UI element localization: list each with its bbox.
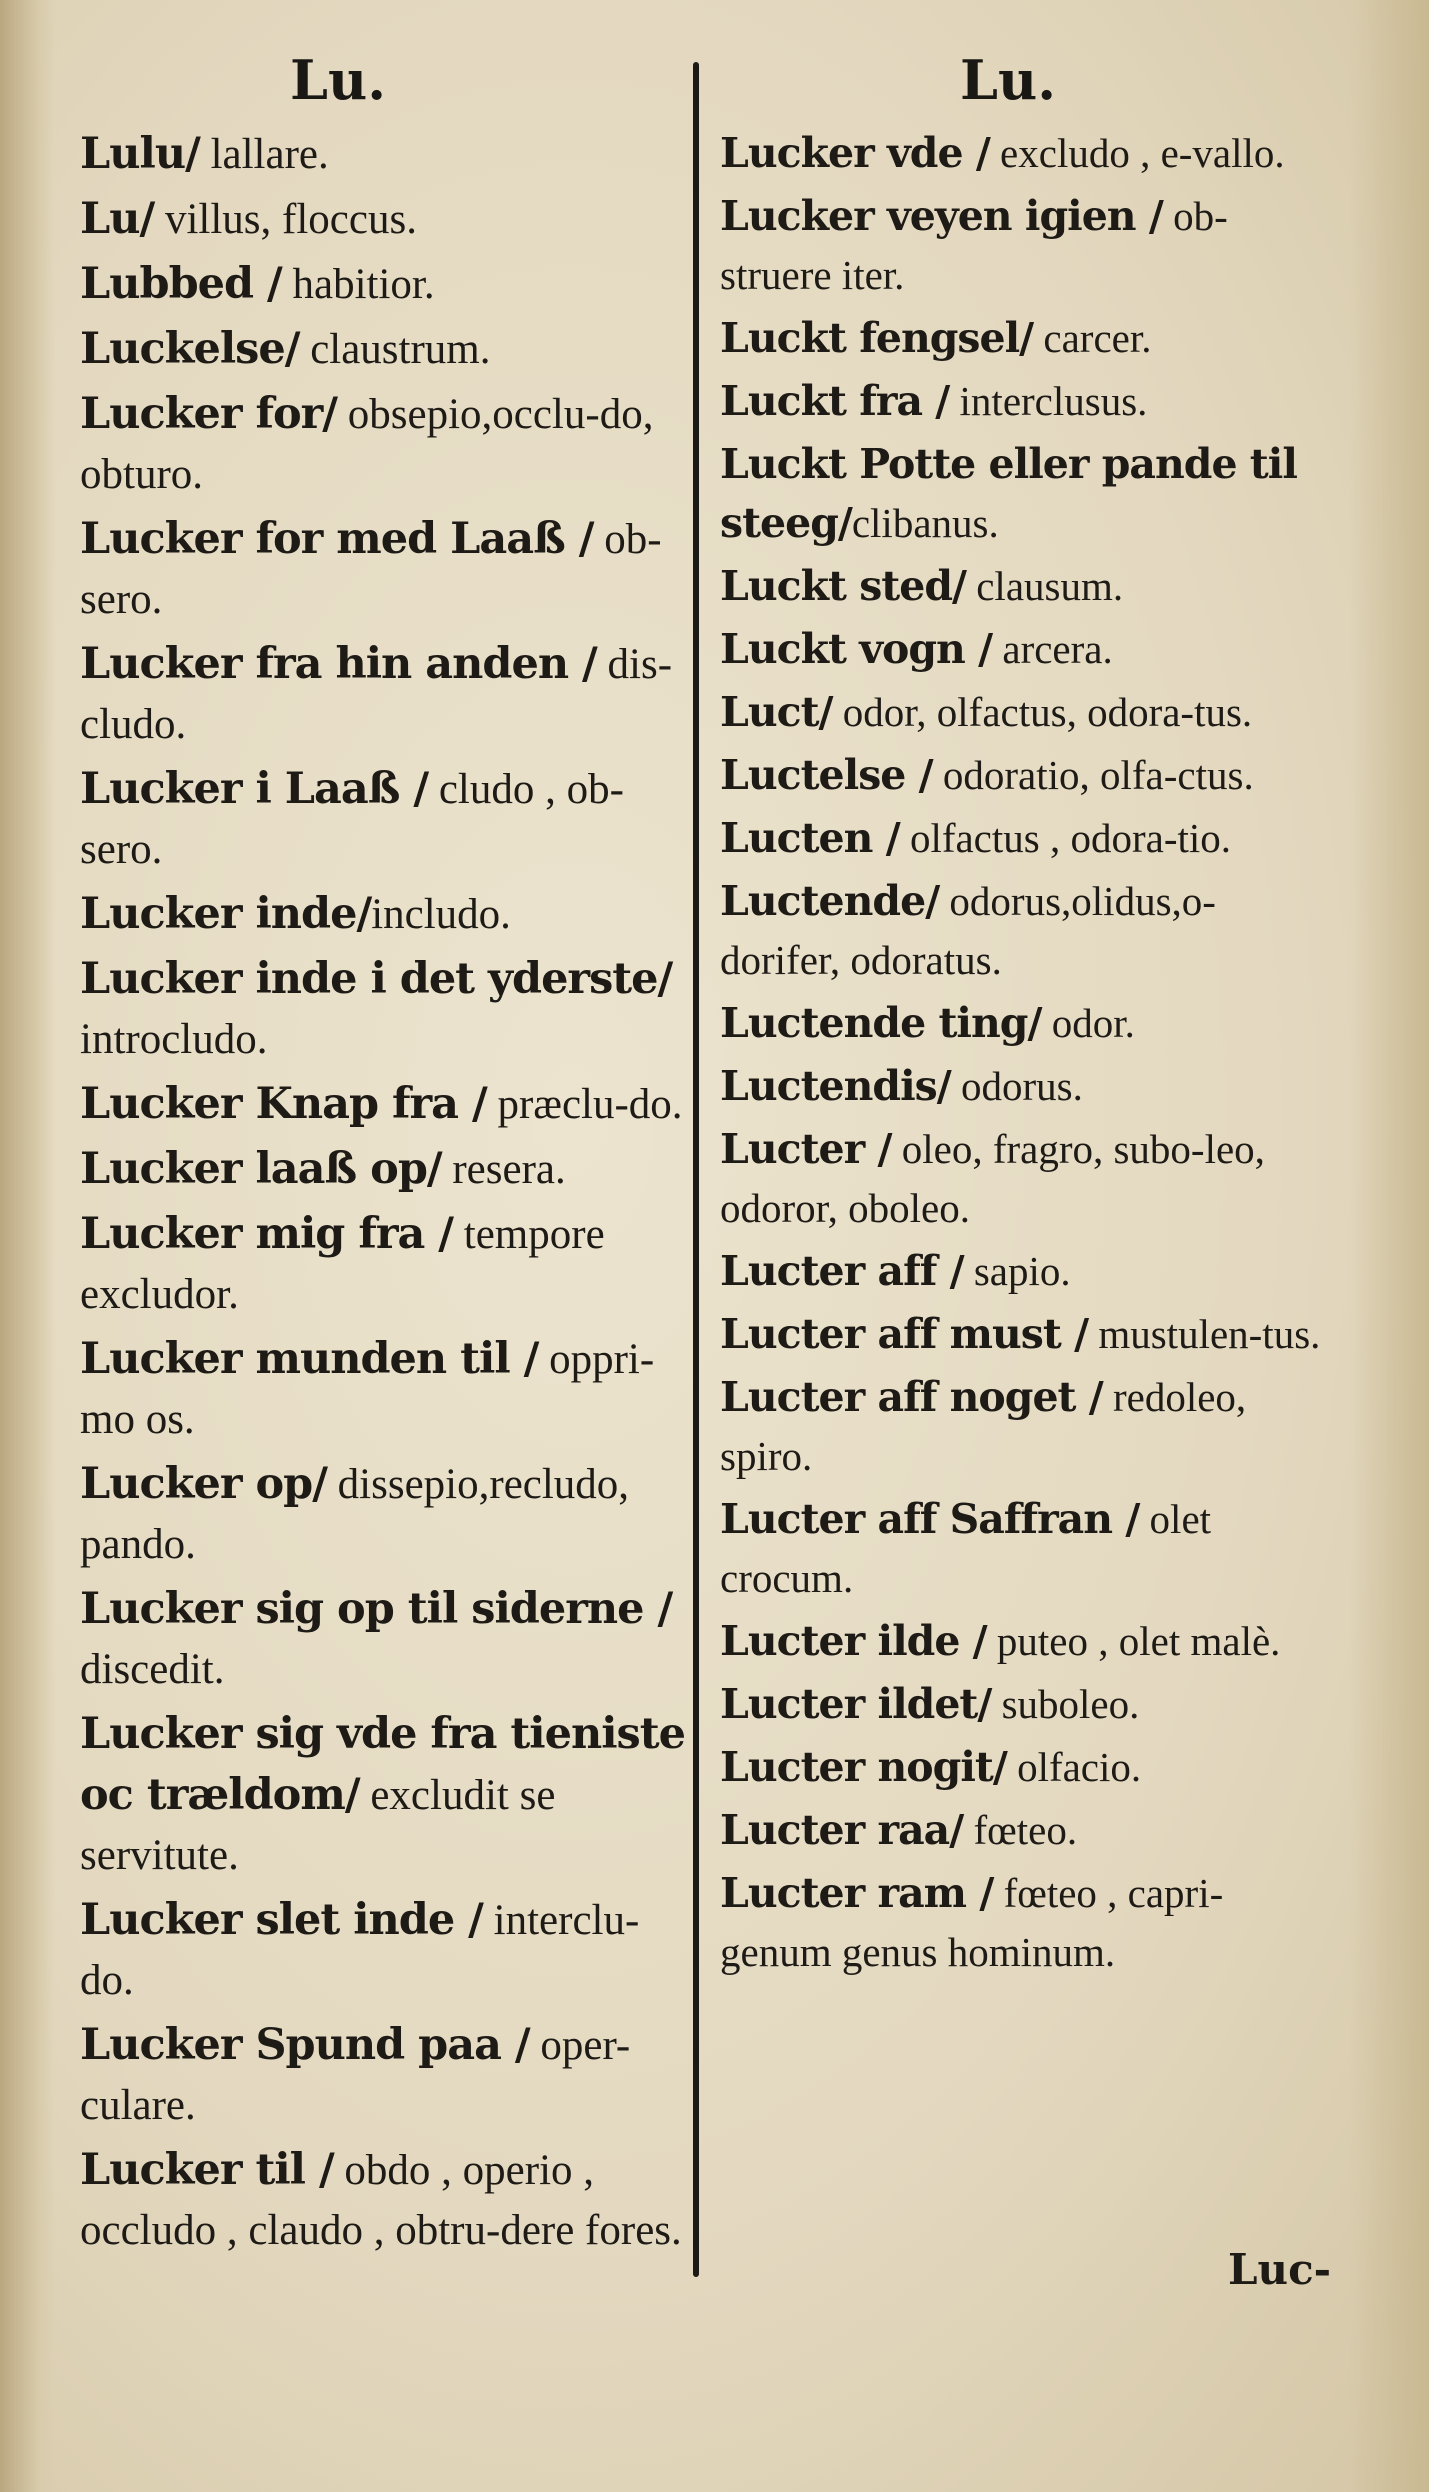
entry-headword: Luckt fra /: [720, 377, 950, 425]
left-entry-list: [80, 124, 685, 2261]
dictionary-entry: [720, 1057, 1332, 1116]
dictionary-entry: [720, 1675, 1332, 1734]
dictionary-entry: [80, 634, 685, 755]
entry-headword: Lucker Spund paa /: [80, 2020, 530, 2070]
entry-headword: Lucker mig fra /: [80, 1209, 454, 1259]
entry-gloss: olfactus , odora-tio.: [899, 815, 1232, 861]
dictionary-entry: [80, 509, 685, 630]
entry-headword: Lucter ram /: [720, 1869, 994, 1917]
entry-gloss: excludo , e-vallo.: [989, 130, 1285, 176]
entry-gloss: lallare.: [199, 131, 329, 178]
right-entry-list: [720, 124, 1332, 1982]
entry-headword: Lucker sig op til siderne /: [80, 1584, 673, 1634]
entry-gloss: introcludo.: [80, 1016, 268, 1063]
entry-headword: Luckt sted/: [720, 562, 966, 610]
entry-gloss: odorus,olidus,o-dorifer, odoratus.: [720, 878, 1216, 983]
dictionary-entry: [720, 872, 1332, 990]
entry-headword: Luctendis/: [720, 1062, 951, 1110]
dictionary-entry: [720, 557, 1332, 616]
dictionary-entry: [720, 1120, 1332, 1238]
dictionary-entry: [720, 994, 1332, 1053]
dictionary-entry: [80, 384, 685, 505]
entry-headword: Lucter aff /: [720, 1247, 964, 1295]
entry-gloss: resera.: [441, 1146, 566, 1193]
dictionary-entry: [720, 746, 1332, 805]
left-column: [80, 40, 685, 2265]
entry-headword: Lubbed /: [80, 259, 282, 309]
right-running-head: Lu.: [960, 48, 1057, 112]
entry-gloss: odor, olfactus, odora-tus.: [832, 689, 1253, 735]
entry-gloss: fœteo , capri-genum genus hominum.: [720, 1870, 1224, 1975]
entry-headword: Lucker for med Laaß /: [80, 514, 594, 564]
dictionary-entry: [720, 809, 1332, 868]
entry-gloss: dissepio,recludo, pando.: [80, 1461, 630, 1568]
entry-gloss: oleo, fragro, subo-leo, odoror, oboleo.: [720, 1126, 1265, 1231]
dictionary-entry: [80, 1204, 685, 1325]
dictionary-entry: [80, 254, 685, 315]
dictionary-entry: [80, 2015, 685, 2136]
entry-headword: Lucter ildet/: [720, 1680, 992, 1728]
entry-gloss: præclu-do.: [486, 1081, 683, 1128]
entry-gloss: odorus.: [950, 1063, 1083, 1109]
entry-gloss: obdo , operio , occludo , claudo , obtru-dere fores.: [80, 2147, 682, 2254]
dictionary-entry: [720, 1738, 1332, 1797]
dictionary-entry: [720, 372, 1332, 431]
entry-gloss: clausum.: [965, 563, 1124, 609]
dictionary-entry: [720, 620, 1332, 679]
entry-gloss: suboleo.: [991, 1681, 1140, 1727]
dictionary-entry: [720, 1612, 1332, 1671]
entry-gloss: cludo , ob-sero.: [80, 766, 624, 873]
entry-headword: Luctende/: [720, 877, 940, 925]
dictionary-entry: [720, 1864, 1332, 1982]
entry-gloss: carcer.: [1033, 315, 1152, 361]
dictionary-entry: [80, 1454, 685, 1575]
entry-headword: Luctelse /: [720, 751, 933, 799]
entry-gloss: claustrum.: [299, 326, 491, 373]
entry-headword: Luckt vogn /: [720, 625, 993, 673]
dictionary-entry: [80, 319, 685, 380]
entry-gloss: olet crocum.: [720, 1496, 1212, 1601]
entry-headword: Lucker slet inde /: [80, 1895, 483, 1945]
left-running-head: Lu.: [290, 48, 387, 112]
dictionary-entry: [720, 1305, 1332, 1364]
entry-gloss: fœteo.: [963, 1807, 1078, 1853]
dictionary-entry: [80, 1704, 685, 1886]
entry-headword: Lucker Knap fra /: [80, 1079, 487, 1129]
entry-headword: Lucter /: [720, 1125, 892, 1173]
dictionary-entry: [80, 2140, 685, 2261]
entry-headword: Luckelse/: [80, 324, 300, 374]
dictionary-entry: [80, 759, 685, 880]
dictionary-entry: [720, 1368, 1332, 1486]
entry-headword: Lucker munden til /: [80, 1334, 539, 1384]
dictionary-entry: [720, 435, 1332, 553]
dictionary-entry: [80, 124, 685, 185]
entry-headword: Lucter aff noget /: [720, 1373, 1103, 1421]
entry-gloss: odor.: [1041, 1000, 1135, 1046]
entry-headword: Lucker op/: [80, 1459, 327, 1509]
entry-gloss: redoleo, spiro.: [720, 1374, 1247, 1479]
catchword: Luc-: [1228, 2245, 1332, 2294]
dictionary-entry: [720, 309, 1332, 368]
entry-gloss: villus, floccus.: [154, 196, 417, 243]
entry-gloss: excludit se servitute.: [80, 1772, 556, 1879]
entry-gloss: puteo , olet malè.: [986, 1618, 1281, 1664]
right-column: [720, 40, 1332, 1986]
entry-headword: Lucker laaß op/: [80, 1144, 442, 1194]
entry-headword: Lucker inde i det yderste/: [80, 954, 673, 1004]
entry-headword: Lucter raa/: [720, 1806, 964, 1854]
entry-headword: Lucter ilde /: [720, 1617, 987, 1665]
entry-gloss: interclu-do.: [80, 1897, 640, 2004]
entry-gloss: arcera.: [992, 626, 1113, 672]
entry-gloss: dis-cludo.: [80, 641, 673, 748]
entry-gloss: interclusus.: [949, 378, 1148, 424]
entry-gloss: ob-struere iter.: [720, 193, 1228, 298]
entry-headword: Lucker i Laaß /: [80, 764, 429, 814]
dictionary-entry: [80, 949, 685, 1070]
entry-headword: Lucker inde/: [80, 889, 372, 939]
dictionary-entry: [80, 189, 685, 250]
page-shadow-right: [1349, 0, 1429, 2492]
entry-headword: Lucker til /: [80, 2145, 334, 2195]
page-shadow-left: [0, 0, 55, 2492]
dictionary-entry: [80, 1329, 685, 1450]
entry-headword: Lucten /: [720, 814, 900, 862]
entry-headword: Lucter nogit/: [720, 1743, 1007, 1791]
entry-headword: Luct/: [720, 688, 833, 736]
entry-headword: Lucker sig vde fra tieniste oc trældom/: [80, 1709, 685, 1820]
entry-gloss: clibanus.: [851, 500, 999, 546]
dictionary-entry: [80, 1139, 685, 1200]
entry-gloss: mustulen-tus.: [1088, 1311, 1321, 1357]
dictionary-entry: [720, 1490, 1332, 1608]
entry-headword: Luckt fengsel/: [720, 314, 1034, 362]
entry-gloss: obsepio,occlu-do, obturo.: [80, 391, 654, 498]
entry-gloss: odoratio, olfa-ctus.: [932, 752, 1254, 798]
entry-gloss: includo.: [371, 891, 511, 938]
dictionary-entry: [80, 884, 685, 945]
entry-gloss: habitior.: [281, 261, 435, 308]
dictionary-entry: [80, 1890, 685, 2011]
dictionary-entry: [80, 1579, 685, 1700]
entry-gloss: oper-culare.: [80, 2022, 631, 2129]
entry-headword: Lu/: [80, 194, 155, 244]
dictionary-entry: [720, 683, 1332, 742]
dictionary-entry: [720, 1242, 1332, 1301]
entry-gloss: oppri-mo os.: [80, 1336, 655, 1443]
entry-headword: Luctende ting/: [720, 999, 1042, 1047]
dictionary-entry: [720, 124, 1332, 183]
entry-gloss: sapio.: [963, 1248, 1071, 1294]
entry-gloss: olfacio.: [1006, 1744, 1142, 1790]
entry-headword: Lucker veyen igien /: [720, 192, 1163, 240]
entry-headword: Lucker vde /: [720, 129, 990, 177]
dictionary-entry: [720, 1801, 1332, 1860]
entry-headword: Lucter aff must /: [720, 1310, 1089, 1358]
entry-headword: Lulu/: [80, 129, 200, 179]
dictionary-entry: [720, 187, 1332, 305]
entry-headword: Lucker for/: [80, 389, 337, 439]
dictionary-entry: [80, 1074, 685, 1135]
entry-headword: Luckt Potte eller pande til steeg/: [720, 440, 1297, 547]
entry-gloss: tempore excludor.: [80, 1211, 605, 1318]
entry-gloss: discedit.: [80, 1646, 225, 1693]
entry-gloss: ob-sero.: [80, 516, 662, 623]
column-divider: [693, 62, 699, 2277]
entry-headword: Lucter aff Saffran /: [720, 1495, 1140, 1543]
entry-headword: Lucker fra hin anden /: [80, 639, 597, 689]
